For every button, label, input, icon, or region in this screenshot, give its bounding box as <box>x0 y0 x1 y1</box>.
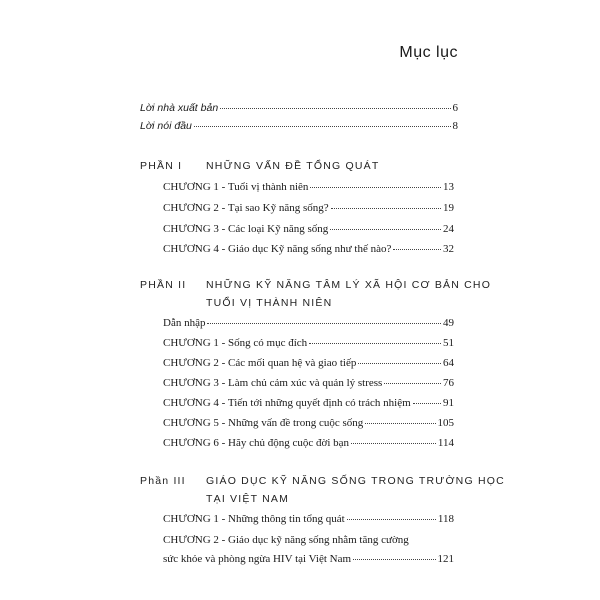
entry-page: 32 <box>443 243 454 255</box>
toc-entry <box>163 512 454 526</box>
entry-label: CHƯƠNG 3 - Làm chủ cảm xúc và quản lý stress <box>163 377 383 389</box>
entry-page: 24 <box>443 223 454 235</box>
entry-page: 51 <box>443 337 454 349</box>
entry-page: 49 <box>443 317 454 329</box>
dot-leader <box>330 228 441 230</box>
entry-label: CHƯƠNG 3 - Các loại Kỹ năng sống <box>163 223 329 235</box>
toc-entry <box>163 552 454 566</box>
dot-leader <box>413 402 441 404</box>
part-title <box>206 276 491 312</box>
entry-page: 76 <box>443 377 454 389</box>
entry-label: CHƯƠNG 6 - Hãy chủ động cuộc đời bạn <box>163 437 350 449</box>
entry-label: Lời nhà xuất bản <box>140 102 219 114</box>
dot-leader <box>331 207 441 209</box>
entry-label: CHƯƠNG 5 - Những vấn đề trong cuộc sống <box>163 417 364 429</box>
entry-label: CHƯƠNG 2 - Tại sao Kỹ năng sống? <box>163 202 329 214</box>
toc-entry <box>163 376 454 390</box>
part-heading <box>140 279 491 312</box>
dot-leader <box>309 342 441 344</box>
entry-label: sức khỏe và phòng ngừa HIV tại Việt Nam <box>163 553 352 565</box>
entry-page: 13 <box>443 181 454 193</box>
dot-leader <box>310 186 441 188</box>
dot-leader <box>353 558 435 560</box>
entry-page: 64 <box>443 357 454 369</box>
toc-entry <box>163 396 454 410</box>
entry-page: 19 <box>443 202 454 214</box>
part-title <box>206 472 505 508</box>
toc-entry <box>163 316 454 330</box>
entry-label: CHƯƠNG 1 - Sống có mục đích <box>163 337 308 349</box>
entry-label-line1: CHƯƠNG 2 - Giáo dục kỹ năng sống nhằm tăng cường <box>163 534 409 546</box>
entry-page: 91 <box>443 397 454 409</box>
dot-leader <box>207 322 441 324</box>
entry-page: 105 <box>437 417 454 429</box>
page-title: Mục lục <box>399 44 458 61</box>
part-title-line: NHỮNG KỸ NĂNG TÂM LÝ XÃ HỘI CƠ BẢN CHO <box>206 279 492 291</box>
dot-leader <box>393 248 441 250</box>
part-title <box>206 157 379 175</box>
entry-label: Dẫn nhập <box>163 317 206 329</box>
dot-leader <box>347 518 436 520</box>
part-heading <box>140 160 379 175</box>
part-title-line: TẠI VIỆT NAM <box>206 493 290 505</box>
entry-page: 6 <box>452 102 458 114</box>
entry-label: CHƯƠNG 2 - Các mối quan hệ và giao tiếp <box>163 357 357 369</box>
entry-label: Lời nói đầu <box>140 120 192 132</box>
part-label: PHẦN II <box>140 279 187 291</box>
entry-label: CHƯƠNG 1 - Tuổi vị thành niên <box>163 181 309 193</box>
part-title-line: NHỮNG VẤN ĐỀ TỔNG QUÁT <box>206 160 380 172</box>
toc-entry <box>163 242 454 256</box>
dot-leader <box>194 125 451 127</box>
entry-label: CHƯƠNG 4 - Tiến tới những quyết định có trách nhiệm <box>163 397 411 409</box>
entry-page: 8 <box>452 120 458 132</box>
toc-entry <box>140 101 458 115</box>
toc-entry <box>140 119 458 133</box>
part-label: Phần III <box>140 475 186 487</box>
dot-leader <box>358 362 441 364</box>
entry-label: CHƯƠNG 4 - Giáo dục Kỹ năng sống như thế nào? <box>163 243 392 255</box>
part-title-line: TUỔI VỊ THÀNH NIÊN <box>206 297 333 309</box>
entry-page: 121 <box>437 553 454 565</box>
entry-label: CHƯƠNG 1 - Những thông tin tổng quát <box>163 513 345 525</box>
part-heading <box>140 475 505 508</box>
dot-leader <box>351 442 436 444</box>
toc-entry <box>163 356 454 370</box>
dot-leader <box>365 422 435 424</box>
part-label: PHẦN I <box>140 160 183 172</box>
toc-entry <box>163 336 454 350</box>
dot-leader <box>384 382 441 384</box>
toc-entry <box>163 222 454 236</box>
toc-entry <box>163 180 454 194</box>
entry-page: 114 <box>437 437 454 449</box>
toc-entry <box>163 201 454 215</box>
entry-page: 118 <box>437 513 454 525</box>
part-title-line: GIÁO DỤC KỸ NĂNG SỐNG TRONG TRƯỜNG HỌC <box>206 475 505 487</box>
toc-entry <box>163 416 454 430</box>
toc-entry <box>163 436 454 450</box>
dot-leader <box>220 107 450 109</box>
